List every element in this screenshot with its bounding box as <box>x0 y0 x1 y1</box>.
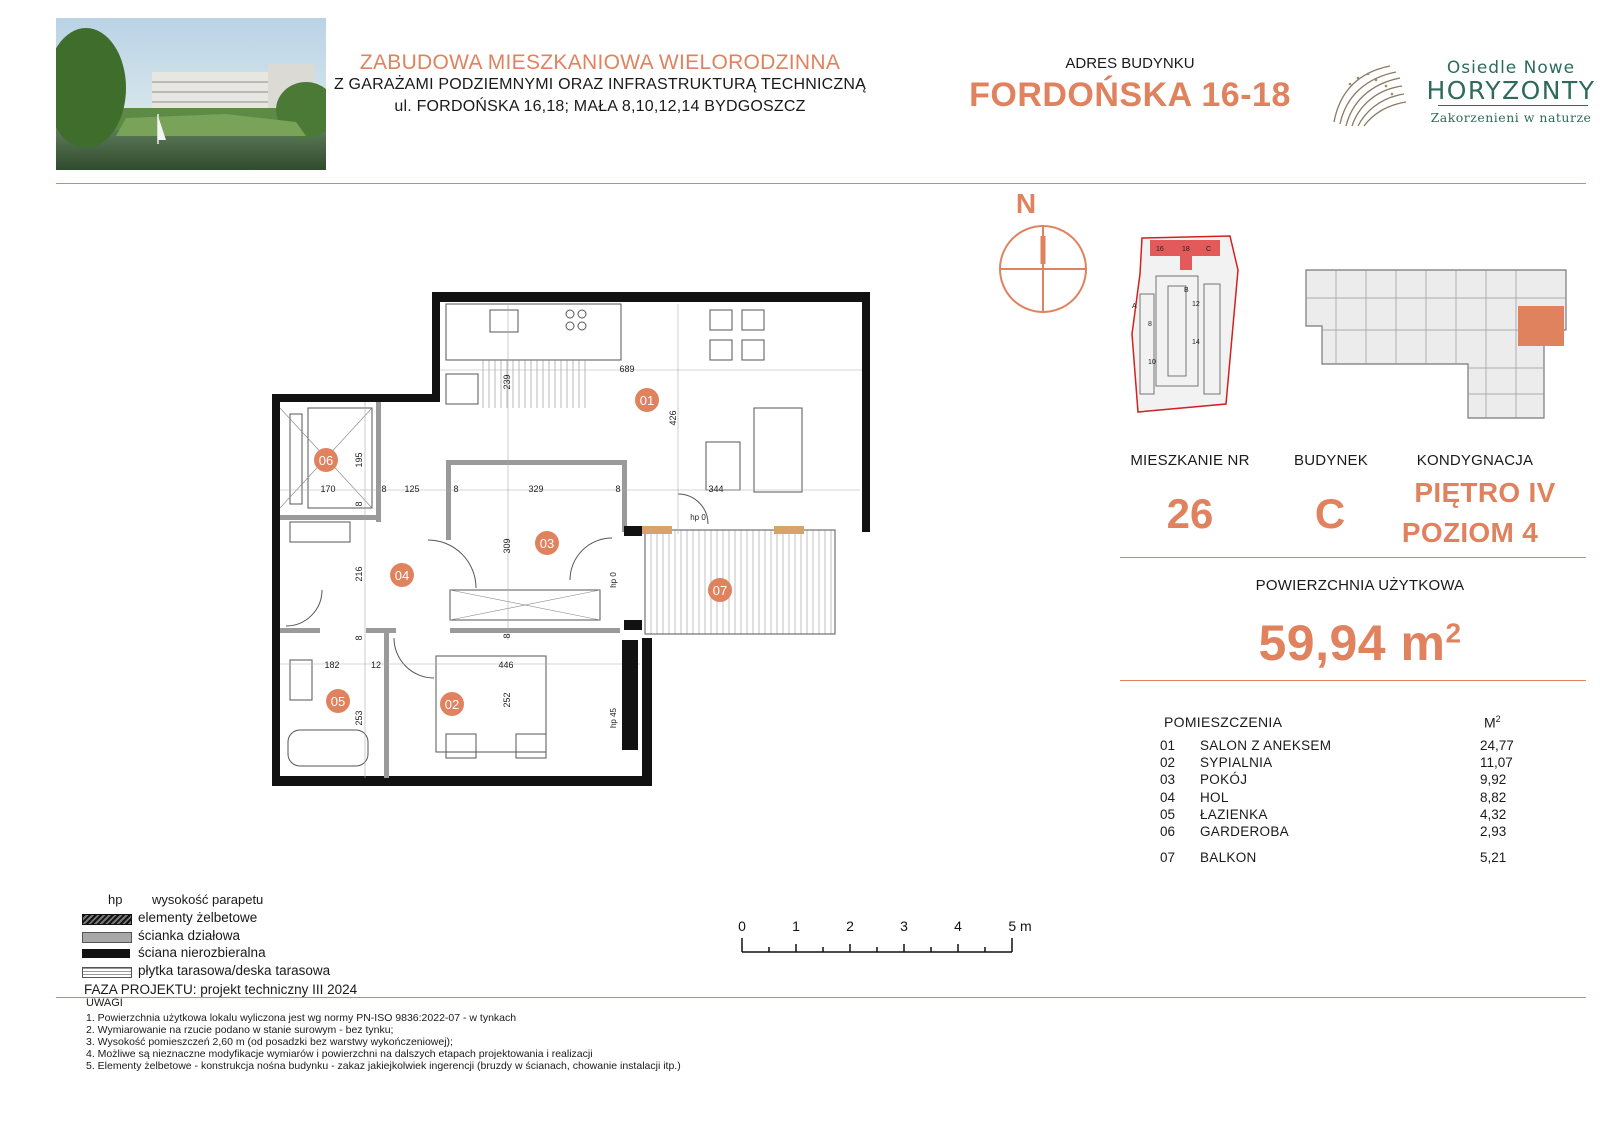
brand-logo <box>1330 58 1600 138</box>
header-divider <box>56 183 1586 184</box>
site-label-a: A <box>1132 303 1137 310</box>
scale-tick-label: 1 <box>792 918 800 934</box>
room-badge-01: 01 <box>639 393 655 408</box>
room-badge-03: 03 <box>539 536 555 551</box>
room-row: 04 HOL 8,82 <box>1160 789 1507 805</box>
area-number: 59,94 m <box>1258 615 1446 671</box>
site-plan-map <box>1120 234 1258 420</box>
room-row: 02 SYPIALNIA 11,07 <box>1160 755 1513 771</box>
room-row-balcony: 07 BALKON 5,21 <box>1160 850 1507 866</box>
dim-label: 125 <box>404 484 420 494</box>
dim-label: 8 <box>502 633 512 639</box>
project-title-block <box>330 52 870 118</box>
hp-label: hp 45 <box>609 707 618 729</box>
floor-line2: POZIOM 4 <box>1401 517 1539 548</box>
site-label-b: B <box>1184 287 1189 294</box>
dim-label: 309 <box>502 538 512 554</box>
rooms-header: POMIESZCZENIA <box>1164 714 1283 730</box>
dim-label: 329 <box>528 484 544 494</box>
project-address: ul. FORDOŃSKA 16,18; MAŁA 8,10,12,14 BYDGOSZCZ <box>394 98 806 115</box>
dim-label: 426 <box>668 410 678 426</box>
room-badge-07: 07 <box>712 583 728 598</box>
dim-label: 689 <box>619 364 635 374</box>
project-phase: FAZA PROJEKTU: projekt techniczny III 2024 <box>84 982 358 997</box>
dim-label: 195 <box>354 452 364 468</box>
dim-label: 446 <box>498 660 514 670</box>
room-row: 01 SALON Z ANEKSEM 24,77 <box>1160 738 1514 753</box>
dim-label: 253 <box>354 710 364 726</box>
note-item: 3. Wysokość pomieszczeń 2,60 m (od posadzki bez warstwy wykończeniowej); <box>86 1036 453 1048</box>
site-label-10: 10 <box>1148 359 1156 366</box>
brand-line1: Osiedle Nowe <box>1446 58 1576 78</box>
apartment-number: 26 <box>1166 490 1214 537</box>
compass-north-label: N <box>1015 188 1037 219</box>
dim-label: 170 <box>320 484 336 494</box>
scale-tick-label: 2 <box>846 918 854 934</box>
floor-label: KONDYGNACJA <box>1416 452 1534 469</box>
room-row: 05 ŁAZIENKA 4,32 <box>1160 806 1507 822</box>
room-badge-05: 05 <box>330 694 346 709</box>
dim-label: 216 <box>354 566 364 582</box>
info-divider-1 <box>1120 557 1586 558</box>
project-subtitle: Z GARAŻAMI PODZIEMNYMI ORAZ INFRASTRUKTURĄ TECHNICZNĄ <box>333 76 867 93</box>
dim-label: 344 <box>708 484 724 494</box>
info-divider-2 <box>1120 680 1586 681</box>
dim-label: 12 <box>370 660 382 670</box>
scale-tick-label: 4 <box>954 918 962 934</box>
floor-line1: PIĘTRO IV <box>1414 477 1556 508</box>
dim-label: 8 <box>354 501 364 507</box>
dim-label: 8 <box>453 484 459 494</box>
note-item: 1. Powierzchnia użytkowa lokalu wyliczona jest wg normy PN-ISO 9836:2022-07 - w tynkach <box>86 1012 517 1024</box>
site-label-18: 18 <box>1182 246 1190 253</box>
floor-plan <box>270 290 870 800</box>
rooms-unit: M <box>1484 714 1496 731</box>
brand-tagline: Zakorzenieni w naturze <box>1430 110 1592 125</box>
scale-tick-label: 0 <box>738 918 746 934</box>
hp-label: hp 0 <box>609 572 618 588</box>
rooms-unit-header <box>1484 714 1501 731</box>
apartment-number-label: MIESZKANIE NR <box>1130 452 1250 469</box>
rooms-unit-sup: 2 <box>1495 714 1501 724</box>
site-label-14: 14 <box>1192 339 1200 346</box>
legend-hp-desc: wysokość parapetu <box>152 892 264 907</box>
site-label-16: 16 <box>1156 246 1164 253</box>
compass-icon <box>996 222 1090 316</box>
site-label-c: C <box>1206 246 1212 253</box>
building-value: C <box>1314 490 1346 537</box>
site-label-12: 12 <box>1192 301 1200 308</box>
note-item: 2. Wymiarowanie na rzucie podano w stanie surowym - bez tynku; <box>86 1024 394 1036</box>
room-row: 06 GARDEROBA 2,93 <box>1160 823 1507 839</box>
dim-label: 8 <box>381 484 387 494</box>
scale-bar <box>722 918 1042 958</box>
brand-mark-icon <box>1330 60 1410 130</box>
area-label: POWIERZCHNIA UŻYTKOWA <box>1255 577 1465 594</box>
notes <box>86 997 681 1072</box>
legend-hp-key: hp <box>108 892 123 907</box>
note-item: 4. Możliwe są nieznaczne modyfikacje wymiarów i powierzchni na dalszych etapach projektowania i realizacji <box>86 1048 593 1060</box>
room-row: 03 POKÓJ 9,92 <box>1160 772 1507 788</box>
room-badge-06: 06 <box>318 453 334 468</box>
site-label-8: 8 <box>1148 321 1152 328</box>
scale-tick-label: 5 m <box>1008 918 1032 934</box>
dim-label: 252 <box>502 692 512 708</box>
area-value <box>1230 614 1490 672</box>
notes-title: UWAGI <box>86 997 123 1009</box>
dim-label: 8 <box>354 635 364 641</box>
project-title: ZABUDOWA MIESZKANIOWA WIELORODZINNA <box>359 51 841 74</box>
address-label: ADRES BUDYNKU <box>1065 55 1195 72</box>
dim-label: 182 <box>324 660 340 670</box>
key-floor-plan <box>1296 268 1596 424</box>
dim-label: 8 <box>615 484 621 494</box>
building-label: BUDYNEK <box>1294 452 1368 469</box>
hero-render-image <box>56 18 326 170</box>
area-unit-sup: 2 <box>1445 617 1462 649</box>
scale-tick-label: 3 <box>900 918 908 934</box>
room-badge-04: 04 <box>394 568 410 583</box>
brand-line2: HORYZONTY <box>1426 76 1596 105</box>
hp-label: hp 0 <box>690 513 706 522</box>
rooms-table <box>1160 738 1520 867</box>
dim-label: 239 <box>502 374 512 390</box>
note-item: 5. Elementy żelbetowe - konstrukcja nośna budynku - zakaz jakiejkolwiek ingerencji (bruzdy w ścianach, chowanie instalacji itp.) <box>86 1060 681 1072</box>
room-badge-02: 02 <box>444 697 460 712</box>
address-value: FORDOŃSKA 16-18 <box>969 76 1291 114</box>
